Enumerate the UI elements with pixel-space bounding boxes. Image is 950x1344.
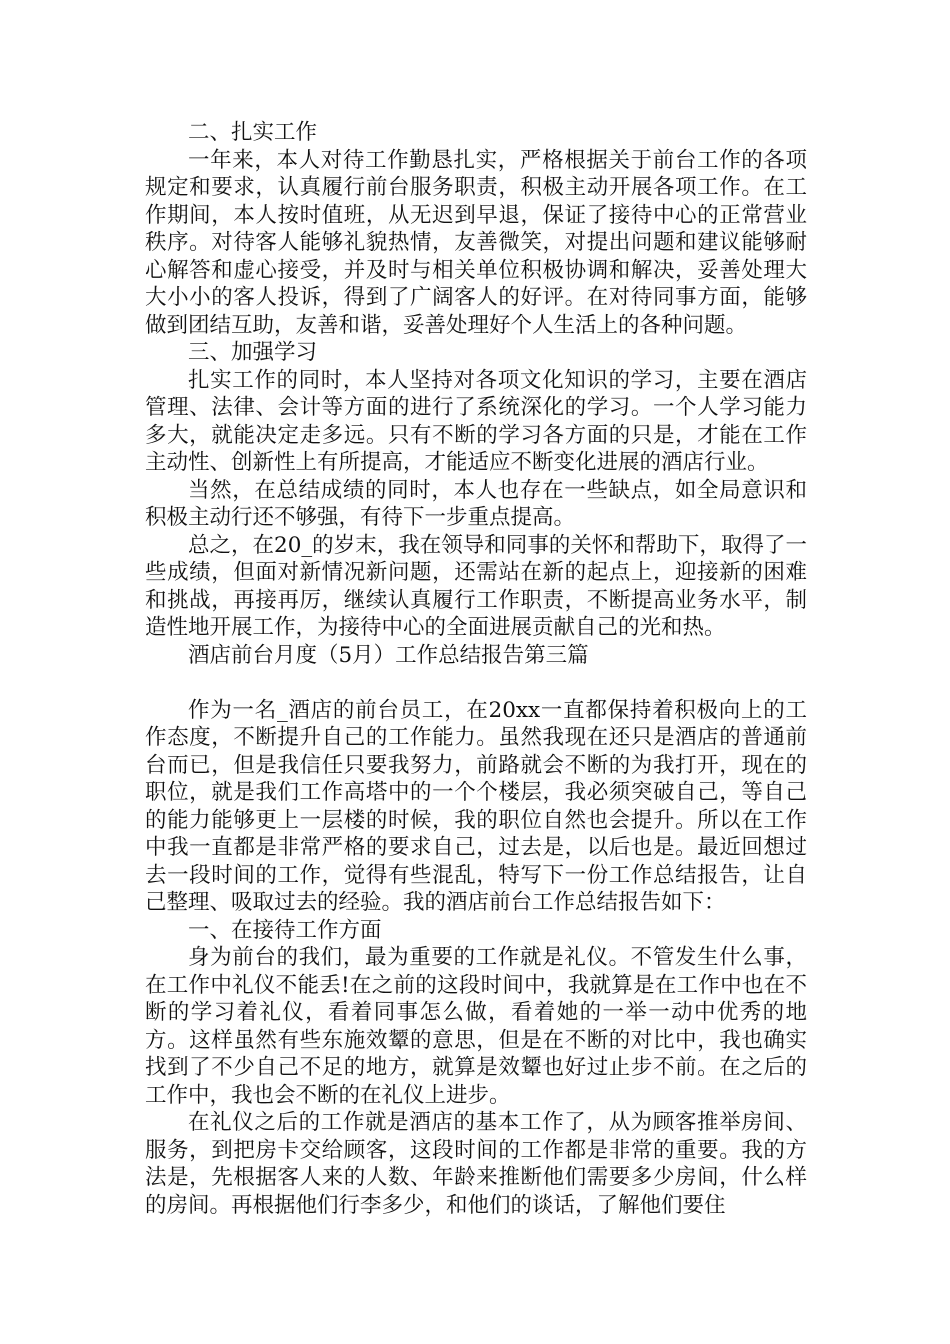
blank-line	[145, 669, 807, 697]
paragraph: 当然，在总结成绩的同时，本人也存在一些缺点，如全局意识和积极主动行还不够强，有待下一步重点提高。	[145, 477, 807, 530]
paragraph: 总之，在20_的岁末，我在领导和同事的关怀和帮助下，取得了一些成绩，但面对新情况新问题，还需站在新的起点上，迎接新的困难和挑战，再接再厉，继续认真履行工作职责，不断提高业务水平，制造性地开展工作，为接待中心的全面进展贡献自己的光和热。	[145, 532, 807, 640]
section-heading-zhashi: 二、扎实工作	[188, 120, 318, 145]
report-title: 酒店前台月度（5月）工作总结报告第三篇	[188, 642, 589, 668]
paragraph: 在礼仪之后的工作就是酒店的基本工作了，从为顾客推举房间、服务，到把房卡交给顾客，这段时间的工作都是非常的重要。我的方法是，先根据客人来的人数、年龄来推断他们需要多少房间，什么样的房间。再根据他们行李多少，和他们的谈话，了解他们要住	[145, 1110, 807, 1218]
paragraph: 一年来，本人对待工作勤恳扎实，严格根据关于前台工作的各项规定和要求，认真履行前台服务职责，积极主动开展各项工作。在工作期间，本人按时值班，从无迟到早退，保证了接待中心的正常营业秩序。对待客人能够礼貌热情，友善微笑，对提出问题和建议能够耐心解答和虚心接受，并及时与相关单位积极协调和解决，妥善处理大大小小的客人投诉，得到了广阔客人的好评。在对待同事方面，能够做到团结互助，友善和谐，妥善处理好个人生活上的各种问题。	[145, 147, 807, 338]
paragraph: 身为前台的我们，最为重要的工作就是礼仪。不管发生什么事，在工作中礼仪不能丢!在之前的这段时间中，我就算是在工作中也在不断的学习着礼仪，看着同事怎么做，看着她的一举一动中优秀的地方。这样虽然有些东施效颦的意思，但是在不断的对比中，我也确实找到了不少自己不足的地方，就算是效颦也好过止步不前。在之后的工作中，我也会不断的在礼仪上进步。	[145, 945, 807, 1108]
section-heading-xuexi: 三、加强学习	[188, 340, 318, 365]
document-page	[145, 119, 807, 1219]
section-heading-jiedai: 一、在接待工作方面	[188, 917, 382, 943]
paragraph: 扎实工作的同时，本人坚持对各项文化知识的学习，主要在酒店管理、法律、会计等方面的进行了系统深化的学习。一个人学习能力多大，就能决定走多远。只有不断的学习各方面的只是，才能在工作主动性、创新性上有所提高，才能适应不断变化进展的酒店行业。	[145, 367, 807, 475]
paragraph: 作为一名_酒店的前台员工，在20xx一直都保持着积极向上的工作态度，不断提升自己的工作能力。虽然我现在还只是酒店的普通前台而已，但是我信任只要我努力，前路就会不断的为我打开，现在的职位，就是我们工作高塔中的一个个楼层，我必须突破自己，等自己的能力能够更上一层楼的时候，我的职位自然也会提升。所以在工作中我一直都是非常严格的要求自己，过去是，以后也是。最近回想过去一段时间的工作，觉得有些混乱，特写下一份工作总结报告，让自己整理、吸取过去的经验。我的酒店前台工作总结报告如下：	[145, 697, 807, 915]
